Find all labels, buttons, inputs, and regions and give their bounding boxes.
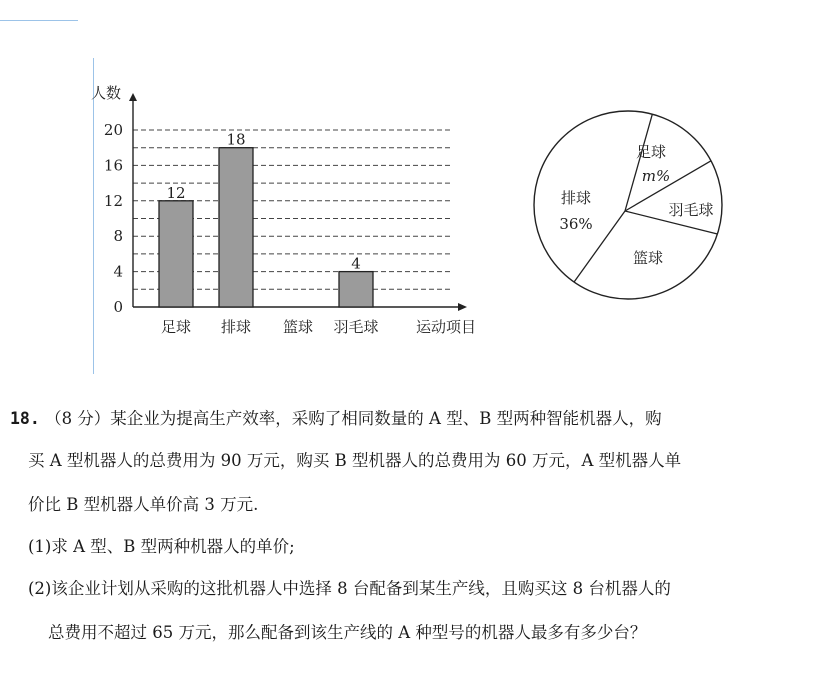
pie-slice-label: 排球: [560, 189, 592, 207]
question-stem-3: 价比 B 型机器人单价高 3 万元.: [28, 495, 259, 514]
y-tick-label: 4: [113, 262, 123, 281]
bar-1: [159, 201, 193, 307]
pie-slice-value: m%: [641, 167, 671, 185]
y-axis-label: 人数: [91, 84, 122, 102]
x-tick-label: 篮球: [282, 318, 314, 336]
x-axis-arrow: [458, 303, 467, 311]
bar-4: [339, 272, 373, 307]
pie-chart: [528, 105, 728, 305]
y-tick-label: 0: [113, 298, 123, 316]
question-line-1: [10, 398, 662, 440]
question-stem-2: 买 A 型机器人的总费用为 90 万元，购买 B 型机器人的总费用为 60 万元，A 型机器人单: [28, 451, 682, 470]
bar-value-label: 12: [166, 183, 186, 202]
question-part-1: (1)求 A 型、B 型两种机器人的单价;: [28, 537, 295, 556]
pie-slice-label: 篮球: [632, 249, 664, 267]
question-number: 18.: [10, 409, 40, 428]
x-tick-label: 羽毛球: [333, 318, 379, 336]
question-part-2-cont: 总费用不超过 65 万元，那么配备到该生产线的 A 种型号的机器人最多有多少台？: [48, 623, 647, 642]
bar-chart: [88, 78, 488, 343]
question-stem-1: （8 分）某企业为提高生产效率，采购了相同数量的 A 型、B 型两种智能机器人，购: [45, 409, 662, 428]
frame-border-top: [0, 20, 78, 21]
y-axis-arrow: [129, 93, 137, 101]
bar-value-label: 18: [226, 130, 246, 149]
bar-value-label: 4: [351, 254, 361, 273]
y-tick-label: 20: [103, 121, 123, 139]
question-part-2: (2)该企业计划从采购的这批机器人中选择 8 台配备到某生产线，且购买这 8 台机器人的: [28, 579, 671, 598]
x-tick-label: 足球: [160, 318, 192, 336]
pie-slice-label: 羽毛球: [668, 201, 714, 219]
y-tick-label: 12: [103, 191, 123, 210]
pie-slice-value: 36%: [559, 215, 593, 233]
bar-2: [219, 148, 253, 307]
y-tick-label: 8: [113, 227, 123, 246]
x-tick-label: 排球: [220, 318, 252, 336]
pie-slice-label: 足球: [635, 143, 667, 161]
y-tick-label: 16: [103, 156, 123, 175]
x-axis-label: 运动项目: [416, 318, 477, 336]
